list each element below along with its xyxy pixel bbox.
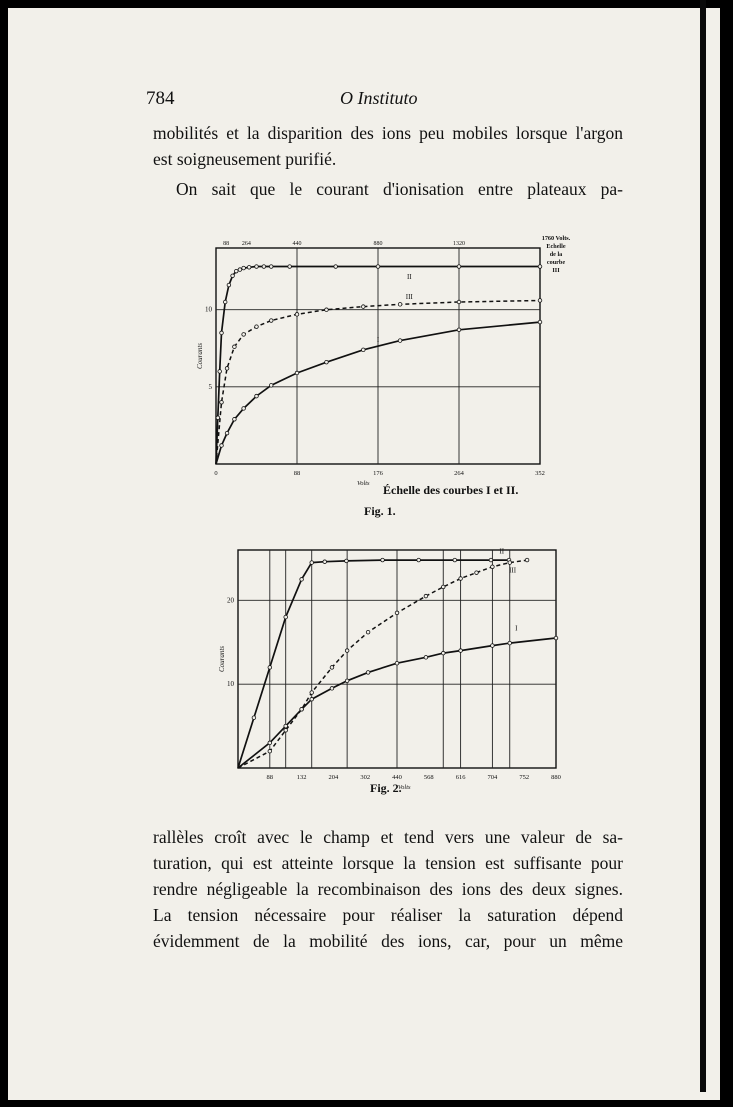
fig1-series-III-label: III [405, 292, 413, 301]
fig1-series-III-point [220, 400, 224, 404]
fig1-series-III-point [325, 308, 329, 312]
fig2-grid [238, 550, 556, 768]
fig2-series-I-point [284, 724, 288, 728]
fig1-series-I-point [457, 328, 461, 332]
fig1-series-III-point [538, 299, 542, 303]
fig2-series-I-point [366, 671, 370, 675]
fig1-x-tick-label: 0 [214, 470, 218, 477]
fig1-series-I-point [242, 407, 246, 411]
text-line: turation, qui est atteinte lorsque la tension est suffisante pour [153, 853, 623, 873]
fig2-x-tick-label: 302 [360, 774, 371, 781]
fig2-series-I-point [268, 741, 272, 745]
fig2-series-II-point [268, 666, 272, 670]
fig2-x-tick-label: 568 [423, 774, 434, 781]
fig2-series-I-point [441, 651, 445, 655]
fig1-series-II-point [255, 265, 259, 269]
fig2-x-tick-label: 704 [487, 774, 498, 781]
fig2-series-I-point [424, 656, 428, 660]
text-line: évidemment de la mobilité des ions, car, pour un même [153, 931, 623, 951]
fig2-series-I-point [310, 697, 314, 701]
fig1-series-III-point [457, 300, 461, 304]
fig1-series-I-point [255, 394, 259, 398]
fig1-series-III-point [255, 325, 259, 329]
fig1-grid [216, 248, 540, 464]
fig1-series-I-point [233, 417, 237, 421]
fig1-y-tick-label: 5 [208, 382, 212, 391]
page-number: 784 [146, 88, 175, 109]
fig2-series-I-point [395, 661, 399, 665]
fig2-series-III-point [284, 728, 288, 732]
fig2-series-III-point [491, 565, 495, 569]
fig2-series-II-point [417, 558, 421, 562]
fig2-series-II-point [489, 558, 493, 562]
fig2-series-III-point [395, 611, 399, 615]
fig1-series-III-point [233, 345, 237, 349]
fig2-x-tick-label: 440 [392, 774, 402, 781]
fig1-series-II-point [231, 274, 235, 278]
fig1-series-I-point [225, 431, 229, 435]
fig2-series-II-point [345, 559, 349, 563]
fig1-series-II-point [247, 265, 251, 269]
fig2-x-tick-label: 752 [519, 774, 530, 781]
fig1-top-tick-label: 440 [292, 241, 302, 247]
fig1-series-I-point [398, 339, 402, 343]
fig1-series-II-point [457, 265, 461, 269]
fig2-series-III-line [238, 560, 527, 768]
fig2-series-II-point [284, 615, 288, 619]
fig2-series-II-point [252, 716, 256, 720]
fig2-series-II-point [323, 560, 327, 564]
fig1-y-tick-label: 10 [205, 305, 212, 314]
fig1-series [216, 265, 542, 464]
fig2-series-II-point [381, 558, 385, 562]
running-title: O Instituto [340, 88, 418, 108]
fig1-series-I-point [220, 444, 224, 448]
fig2-series-III-point [475, 571, 479, 575]
text-line: On sait que le courant d'ionisation entre plateaux pa- [176, 179, 623, 199]
fig2-series-I-point [491, 644, 495, 648]
fig1-side-caption: III [552, 267, 560, 274]
text-line: est soigneusement purifié. [153, 149, 337, 169]
fig1-side-caption: 1760 Volts. [541, 235, 571, 242]
fig2-x-tick-label: 204 [328, 774, 339, 781]
fig1-series-II-point [218, 370, 222, 374]
chart-fig-1 [183, 218, 583, 508]
fig2-series-III-point [441, 585, 445, 589]
fig2-x-tick-label: 880 [551, 774, 561, 781]
fig1-series-III-point [269, 319, 273, 323]
text-line: La tension nécessaire pour réaliser la saturation dépend [153, 905, 623, 925]
fig2-series-I-label: I [515, 624, 518, 633]
fig2-series-III-point [366, 630, 370, 634]
fig2-x-tick-label: 616 [455, 774, 466, 781]
fig2-series-II-line [238, 560, 509, 768]
fig1-series-II-point [288, 265, 292, 269]
fig1-series-II-point [334, 265, 338, 269]
fig1-series-I-label: I [376, 336, 380, 345]
fig2-series-II-label: II [499, 547, 505, 556]
fig2-series-I-point [459, 649, 463, 653]
fig2-series-II-point [300, 578, 304, 582]
fig1-series-II-point [227, 283, 231, 287]
fig2-x-tick-label: 132 [296, 774, 307, 781]
fig1-side-caption: Echelle [546, 243, 566, 250]
fig2-series-III-point [459, 577, 463, 581]
fig1-labels [196, 235, 571, 487]
fig2-series-I-point [508, 641, 512, 645]
fig2-y-tick-label: 20 [227, 596, 234, 605]
fig2-x-tick-label: 88 [266, 774, 274, 781]
fig2-series-III-point [424, 594, 428, 598]
fig1-series-II-point [216, 416, 220, 420]
fig1-top-tick-label: 880 [373, 241, 383, 247]
fig2-series-III-point [525, 558, 529, 562]
fig1-series-II-point [234, 269, 238, 273]
fig1-series-III-point [295, 313, 299, 317]
fig1-title: Fig. 1. [364, 504, 396, 518]
fig2-x-axis-label: Volts [397, 784, 411, 791]
fig2-series-I-point [300, 708, 304, 712]
fig1-x-tick-label: 264 [454, 470, 464, 477]
fig1-top-tick-label: 1320 [453, 241, 465, 247]
fig2-series-I-point [554, 636, 558, 640]
fig1-series-III-point [225, 367, 229, 371]
fig1-series-II-point [262, 265, 266, 269]
scan-edge [700, 0, 706, 1092]
fig1-series-I-point [269, 384, 273, 388]
fig1-side-caption: courbe [546, 259, 566, 266]
fig1-x-axis-label: Volts [356, 480, 370, 487]
fig1-series-I-point [325, 360, 329, 364]
paper-sheet [8, 8, 720, 1100]
fig2-series-I-point [330, 687, 334, 691]
fig1-series-III-point [361, 305, 365, 309]
fig2-series-III-point [268, 749, 272, 753]
fig2-series-III-point [508, 561, 512, 565]
fig2-series-II-point [453, 558, 457, 562]
fig1-series-II-point [238, 268, 242, 272]
fig2-series-I-point [345, 679, 349, 683]
fig1-side-caption: de la [549, 251, 563, 258]
fig1-y-axis-label: Courants [196, 342, 204, 370]
fig1-series-II-point [223, 300, 227, 304]
fig1-series-III-point [242, 333, 246, 337]
fig2-series-III-label: III [509, 566, 517, 575]
fig1-series-II-point [220, 331, 224, 335]
fig1-x-tick-label: 176 [373, 470, 383, 477]
fig1-top-tick-label: 88 [223, 241, 230, 247]
fig2-y-tick-label: 10 [227, 680, 234, 689]
fig1-series-II-point [242, 266, 246, 270]
fig2-series-III-point [330, 666, 334, 670]
fig1-series-II-label: II [406, 272, 412, 281]
fig1-series-I-point [361, 348, 365, 352]
fig1-series-II-point [538, 265, 542, 269]
text-line: rallèles croît avec le champ et tend vers une valeur de sa- [153, 827, 623, 847]
fig1-x-tick-label: 352 [535, 470, 545, 477]
fig1-series-I-point [538, 320, 542, 324]
fig1-series-II-point [269, 265, 273, 269]
fig2-y-axis-label: Courants [218, 645, 226, 673]
fig1-series-II-point [376, 265, 380, 269]
fig2-series-II-point [310, 561, 314, 565]
fig1-top-tick-label: 264 [241, 241, 251, 247]
fig1-scale-caption: Échelle des courbes I et II. [383, 483, 519, 497]
fig2-title: Fig. 2. [370, 781, 402, 795]
text-line: mobilités et la disparition des ions peu mobiles lorsque l'argon [153, 123, 623, 143]
fig2-series-III-point [345, 649, 349, 653]
fig1-series-I-point [295, 371, 299, 375]
fig1-series-III-point [398, 303, 402, 307]
text-line: rendre négligeable la recombinaison des ions des deux signes. [153, 879, 623, 899]
fig2-series-III-point [310, 691, 314, 695]
fig1-x-tick-label: 88 [293, 470, 301, 477]
